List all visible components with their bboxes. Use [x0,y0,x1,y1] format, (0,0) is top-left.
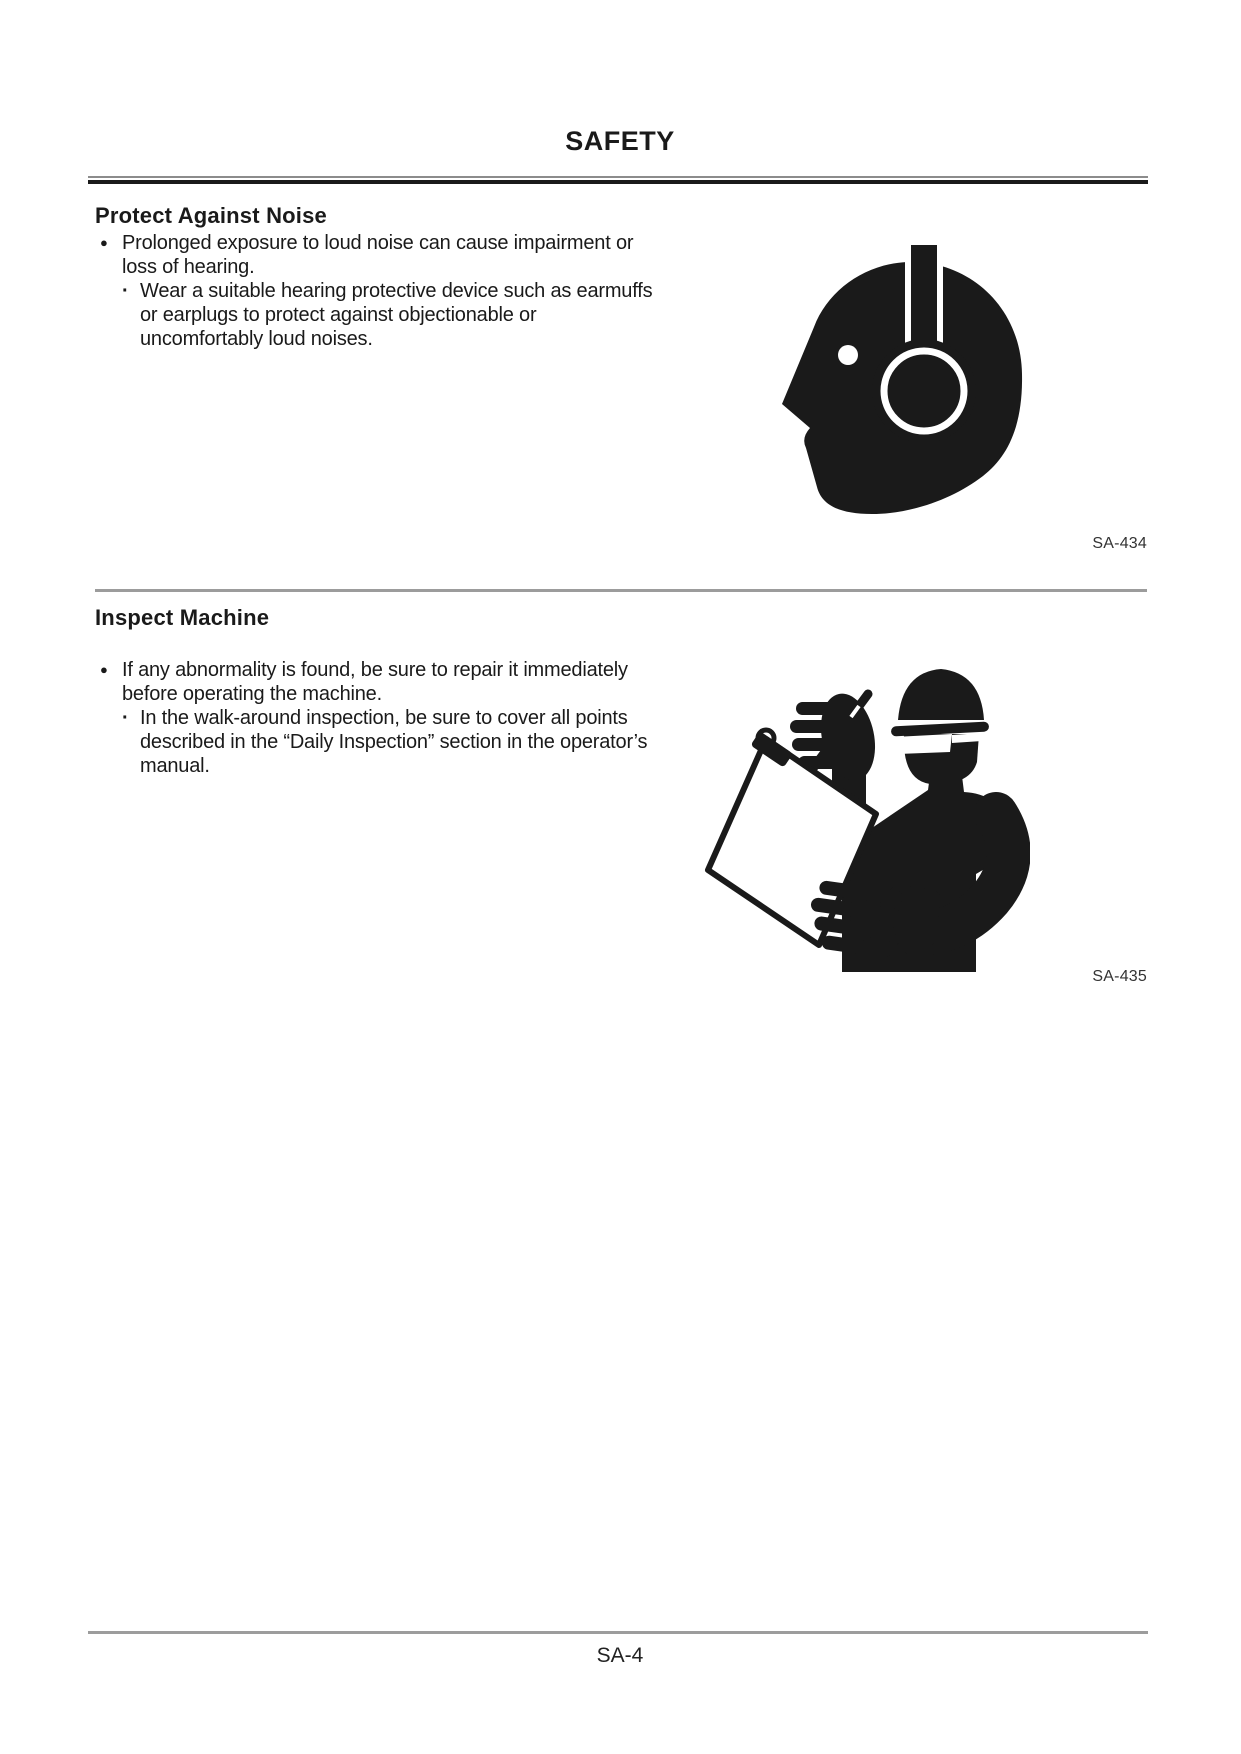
section-2-body [100,658,655,778]
bullet-marker: ● [100,235,108,250]
page-title: SAFETY [565,126,675,156]
bullet-text: If any abnormality is found, be sure to repair it immediately before operating the machine. [122,659,628,705]
bullet-text: Prolonged exposure to loud noise can cause impairment or loss of hearing. [122,232,634,278]
sub-bullet-text: In the walk-around inspection, be sure to cover all points described in the “Daily Inspection” section in the operator’s manual. [140,707,648,777]
sub-bullet-text: Wear a suitable hearing protective device such as earmuffs or earplugs to protect against objectionable or uncomfortably loud noises. [140,280,653,350]
sub-bullet-marker: · [122,707,129,729]
sub-bullet-marker: · [122,280,129,302]
sub-bullet-item [122,279,655,351]
head-with-earmuffs-icon [770,232,1030,532]
figure-inspect-machine [690,642,1030,972]
sub-bullet-item [122,706,655,778]
header-rule-thick-line [88,180,1148,184]
section-heading-protect-against-noise: Protect Against Noise [95,203,327,228]
bullet-item [100,231,655,279]
figure-noise-protection [770,232,1030,532]
footer-page-number: SA-4 [596,1644,644,1667]
section-1-body [100,231,655,351]
worker-with-clipboard-icon [690,642,1030,972]
bullet-marker: ● [100,662,108,677]
bullet-item [100,658,655,706]
footer-rule [88,1631,1148,1634]
header-double-rule [88,176,1148,184]
figure-caption: SA-435 [1092,968,1147,985]
figure-caption: SA-434 [1092,535,1147,552]
section-heading-inspect-machine: Inspect Machine [95,605,270,630]
section-divider-rule [95,589,1147,592]
